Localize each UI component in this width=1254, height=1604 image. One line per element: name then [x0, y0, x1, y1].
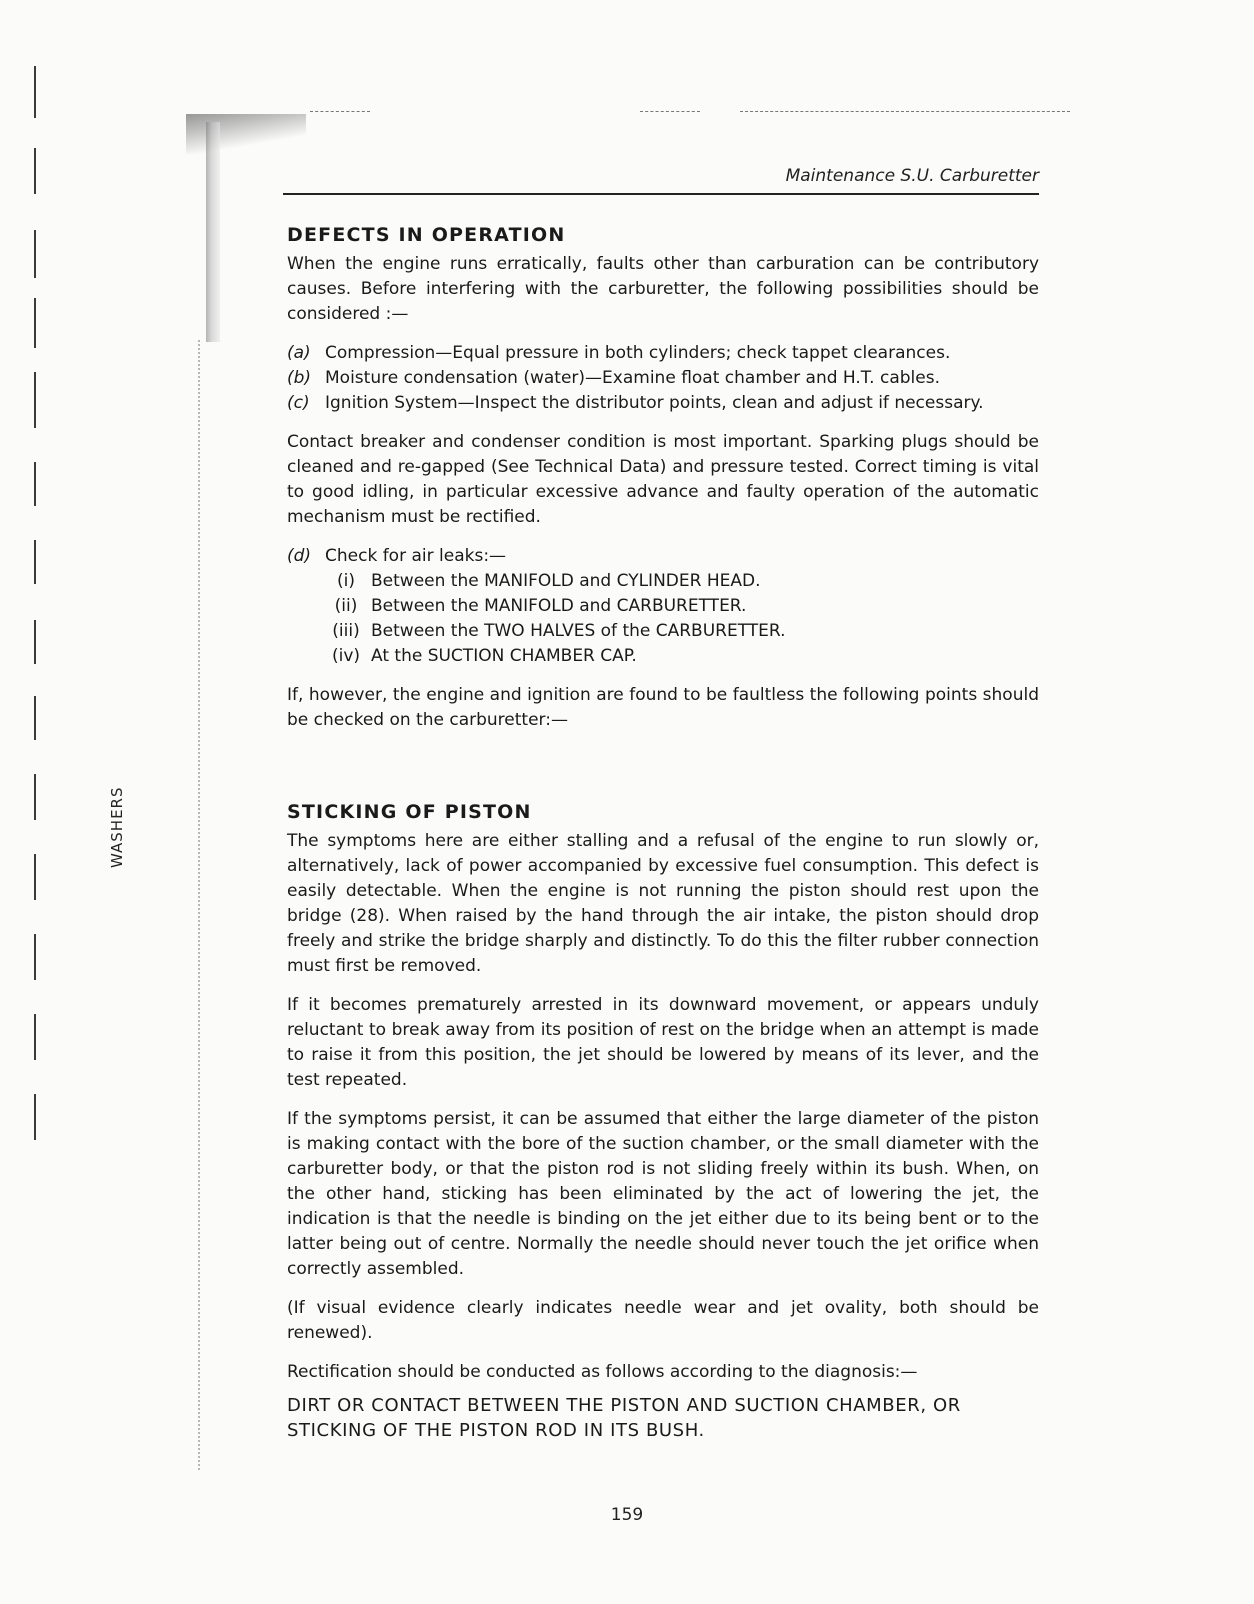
scan-edge-line [34, 854, 36, 900]
binding-shadow [186, 114, 306, 154]
sublist-item-text: Between the TWO HALVES of the CARBURETTER. [371, 621, 786, 641]
sublist-item [321, 644, 1039, 669]
sublist-item [321, 594, 1039, 619]
sublist-item [321, 619, 1039, 644]
paragraph: When the engine runs erratically, faults other than carburation can be contributory causes. Before interfering with the carburetter, the following possibilities should be considered :— [287, 254, 1039, 324]
sublist-container [287, 569, 1039, 669]
sublist-marker: (iv) [331, 646, 361, 666]
list-item [287, 341, 1039, 366]
scan-edge-line [34, 934, 36, 980]
header-rule [283, 193, 1039, 195]
scan-dash [310, 111, 370, 112]
binding-shadow [206, 122, 220, 342]
paragraph: If, however, the engine and ignition are found to be faultless the following points should be checked on the carburetter:— [287, 685, 1039, 730]
list-item [287, 366, 1039, 391]
scan-edge-line [34, 298, 36, 348]
scan-dash [640, 111, 700, 112]
possibilities-list [287, 341, 1039, 416]
sublist-item [321, 569, 1039, 594]
side-tab-label: WASHERS [108, 786, 126, 868]
subheading-caps: DIRT OR CONTACT BETWEEN THE PISTON AND SUCTION CHAMBER, OR STICKING OF THE PISTON ROD IN ITS BUSH. [287, 1395, 961, 1441]
list-item [287, 391, 1039, 416]
sublist-marker: (iii) [332, 621, 360, 641]
sublist-marker: (ii) [334, 596, 358, 616]
paragraph: Contact breaker and condenser condition is most important. Sparking plugs should be cleaned and re-gapped (See Technical Data) and pressure tested. Correct timing is vital to good idling, in particular excessive advance and faulty operation of the automatic mechanism must be rectified. [287, 432, 1039, 527]
paragraph: (If visual evidence clearly indicates needle wear and jet ovality, both should be renewed). [287, 1298, 1039, 1343]
list-marker: (d) [287, 546, 312, 566]
scan-edge-line [34, 696, 36, 740]
list-marker: (a) [287, 343, 311, 363]
scan-edge-line [34, 230, 36, 278]
sublist-marker: (i) [337, 571, 355, 591]
list-marker: (c) [287, 393, 310, 413]
section-spacer [287, 747, 1039, 799]
sublist-item-text: At the SUCTION CHAMBER CAP. [371, 646, 637, 666]
list-item-text: Check for air leaks:— [325, 546, 507, 566]
page-number: 159 [610, 1505, 644, 1525]
list-item-text: Moisture condensation (water)—Examine float chamber and H.T. cables. [325, 368, 940, 388]
list-marker: (b) [287, 368, 312, 388]
scan-edge-line [34, 148, 36, 194]
list-item-text: Ignition System—Inspect the distributor points, clean and adjust if necessary. [325, 393, 984, 413]
scan-edge-line [34, 540, 36, 584]
scan-edge-line [34, 462, 36, 506]
air-leaks-list [287, 544, 1039, 669]
leak-sublist [287, 569, 1039, 669]
scan-edge-line [34, 1094, 36, 1140]
sublist-item-text: Between the MANIFOLD and CARBURETTER. [371, 596, 747, 616]
scan-dash [740, 111, 1070, 112]
page-content [287, 222, 1039, 1443]
paragraph: Rectification should be conducted as follows according to the diagnosis:— [287, 1362, 918, 1382]
list-item-text: Compression—Equal pressure in both cylinders; check tappet clearances. [325, 343, 951, 363]
scan-edge-line [34, 66, 36, 118]
scan-edge-line [34, 774, 36, 820]
paragraph: If the symptoms persist, it can be assumed that either the large diameter of the piston is making contact with the bore of the suction chamber, or the small diameter with the carburetter body, or that the piston rod is not sliding freely within its bush. When, on the other hand, sticking has been eliminated by the act of lowering the jet, the indication is that the needle is binding on the jet either due to its being bent or to the latter being out of centre. Normally the needle should never touch the jet orifice when correctly assembled. [287, 1109, 1039, 1279]
section-heading: DEFECTS IN OPERATION [287, 224, 566, 246]
list-item [287, 544, 1039, 569]
sublist-item-text: Between the MANIFOLD and CYLINDER HEAD. [371, 571, 761, 591]
paragraph: The symptoms here are either stalling and a refusal of the engine to run slowly or, alternatively, lack of power accompanied by excessive fuel consumption. This defect is easily detectable. When the engine is not running the piston should rest upon the bridge (28). When raised by the hand through the air intake, the piston should drop freely and strike the bridge sharply and distinctly. To do this the filter rubber connection must first be removed. [287, 831, 1039, 976]
scan-edge-line [34, 1014, 36, 1060]
scan-edge-line [34, 372, 36, 428]
paragraph: If it becomes prematurely arrested in its downward movement, or appears unduly reluctant to break away from its position of rest on the bridge when an attempt is made to raise it from this position, the jet should be lowered by means of its lever, and the test repeated. [287, 995, 1039, 1090]
binding-dots [198, 340, 204, 1470]
section-heading: STICKING OF PISTON [287, 801, 532, 823]
running-head: Maintenance S.U. Carburetter [785, 166, 1039, 186]
scan-edge-line [34, 620, 36, 664]
